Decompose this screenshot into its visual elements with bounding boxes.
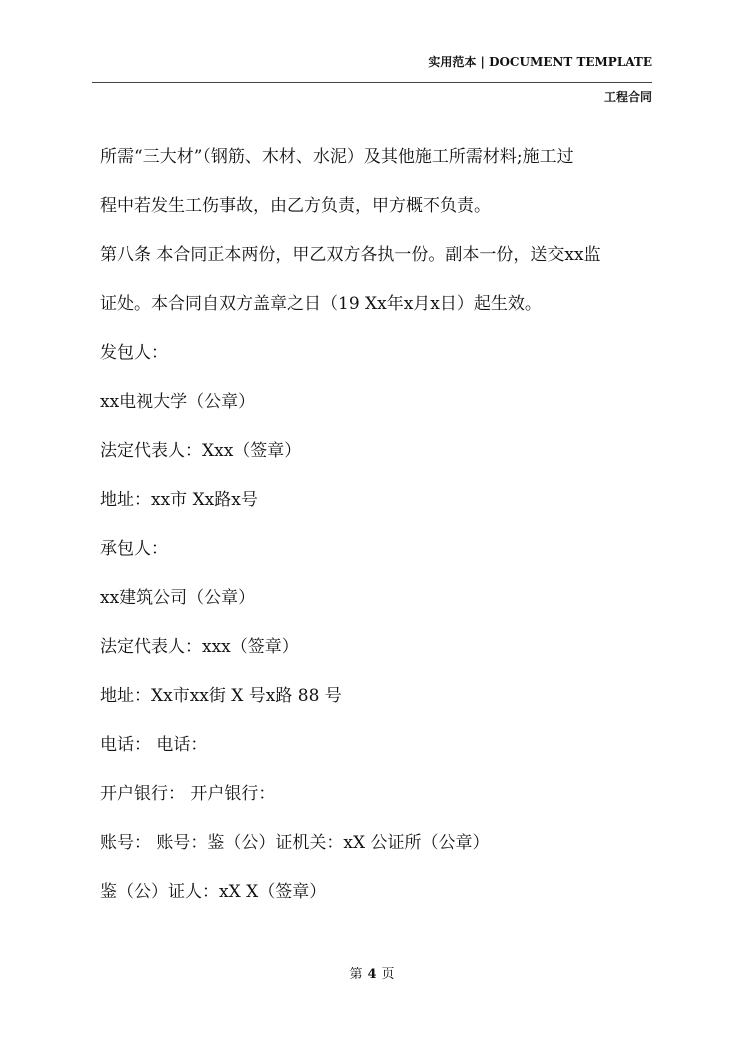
header-category-label: 工程合同 xyxy=(603,90,652,104)
body-line-11: 法定代表人：xxx（签章） xyxy=(100,637,299,657)
body-line-14: 开户银行： 开户银行： xyxy=(100,784,276,804)
header-template-label: 实用范本 | DOCUMENT TEMPLATE xyxy=(428,55,652,69)
page-number: 4 xyxy=(367,967,377,982)
body-line-6: xx电视大学（公章） xyxy=(100,392,256,412)
body-line-10: xx建筑公司（公章） xyxy=(100,588,256,608)
footer-suffix: 页 xyxy=(381,967,395,982)
footer-prefix: 第 xyxy=(349,967,363,982)
body-line-5: 发包人： xyxy=(100,343,168,363)
header-divider xyxy=(92,82,652,83)
body-line-9: 承包人： xyxy=(100,539,168,559)
body-line-12: 地址：Xx市xx街 X 号x路 88 号 xyxy=(100,686,342,706)
body-line-1: 所需“三大材”（钢筋、木材、水泥）及其他施工所需材料;施工过 xyxy=(100,147,574,167)
body-line-15: 账号： 账号：鉴（公）证机关：xX 公证所（公章） xyxy=(100,833,490,853)
body-line-3: 第八条 本合同正本两份，甲乙双方各执一份。副本一份，送交xx监 xyxy=(100,245,601,265)
body-line-16: 鉴（公）证人：xX X（签章） xyxy=(100,882,327,902)
body-line-7: 法定代表人：Xxx（签章） xyxy=(100,441,302,461)
page-footer xyxy=(0,963,744,982)
body-line-2: 程中若发生工伤事故，由乙方负责，甲方概不负责。 xyxy=(100,196,491,216)
body-line-4: 证处。本合同自双方盖章之日（19 Xx年x月x日）起生效。 xyxy=(100,294,542,314)
body-line-13: 电话： 电话： xyxy=(100,735,208,755)
body-line-8: 地址：xx市 Xx路x号 xyxy=(100,490,258,510)
